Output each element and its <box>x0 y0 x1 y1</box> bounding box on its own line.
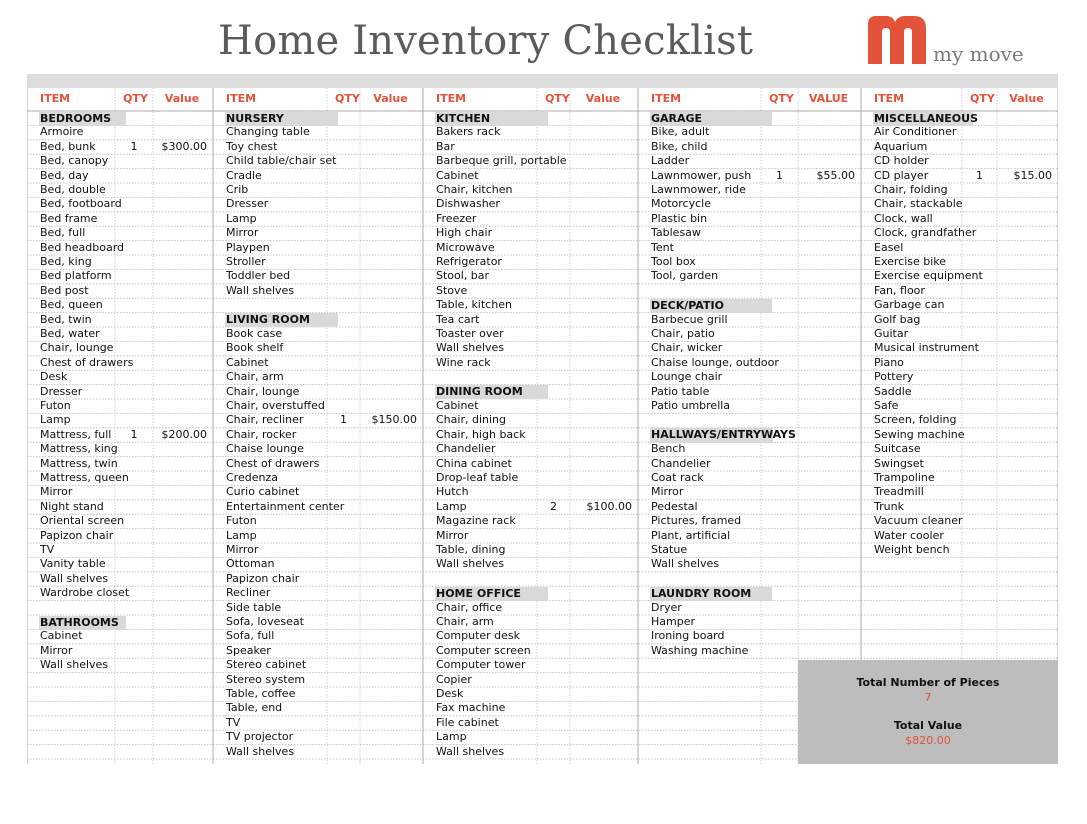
item-name: Mirror <box>40 643 73 657</box>
item-name: Oriental screen <box>40 514 125 528</box>
item-value: $100.00 <box>586 499 632 513</box>
item-header: ITEM <box>651 92 682 105</box>
item-name: Chair, recliner <box>226 413 304 427</box>
item-name: Dishwasher <box>436 197 500 211</box>
item-name: Barbecue grill <box>651 312 728 326</box>
section-heading: HALLWAYS/ENTRYWAYS <box>651 428 796 442</box>
item-name: Clock, wall <box>874 211 933 225</box>
item-name: Golf bag <box>874 312 921 326</box>
section-heading: BEDROOMS <box>39 112 126 126</box>
item-name: Child table/chair set <box>226 154 337 168</box>
item-name: Mattress, king <box>40 442 118 456</box>
item-name: Exercise bike <box>874 255 947 268</box>
item-name: Easel <box>874 240 904 254</box>
item-name: Pedestal <box>651 499 698 513</box>
total-value-label: Total Value <box>893 719 963 732</box>
item-header: ITEM <box>226 92 257 105</box>
item-name: Night stand <box>40 499 104 513</box>
item-name: Statue <box>651 543 688 556</box>
item-name: Wall shelves <box>40 658 109 672</box>
item-qty: 1 <box>340 413 347 427</box>
item-name: Desk <box>436 687 464 700</box>
section-heading: DECK/PATIO <box>650 299 772 313</box>
item-name: Tablesaw <box>651 226 701 240</box>
item-name: China cabinet <box>436 456 512 470</box>
item-name: Chair, stackable <box>874 197 963 211</box>
item-name: Papizon chair <box>40 528 114 542</box>
item-name: Chair, office <box>436 600 503 614</box>
logo-text: my move <box>933 42 1024 66</box>
item-name: Garbage can <box>874 298 945 312</box>
item-name: Table, kitchen <box>436 298 512 312</box>
item-name: Bench <box>651 442 686 456</box>
item-name: Armoire <box>40 125 84 139</box>
item-name: Drop-leaf table <box>436 471 519 484</box>
item-name: Wall shelves <box>436 744 505 758</box>
page-title: Home Inventory Checklist <box>218 18 754 64</box>
item-name: Bed post <box>40 283 89 297</box>
item-name: Plant, artificial <box>651 528 731 542</box>
item-name: Bed, king <box>40 255 92 268</box>
item-name: Plastic bin <box>651 211 708 225</box>
section-heading: NURSERY <box>225 112 338 126</box>
item-name: Tent <box>651 240 674 254</box>
item-name: Lawnmower, ride <box>651 183 746 196</box>
item-name: Barbeque grill, portable <box>436 154 567 168</box>
item-name: Ladder <box>651 154 690 168</box>
item-header: ITEM <box>874 92 905 105</box>
item-qty: 1 <box>130 427 138 441</box>
item-name: Aquarium <box>874 139 928 153</box>
qty-header: QTY <box>545 92 570 105</box>
item-name: Chair, high back <box>436 427 526 441</box>
item-name: Refrigerator <box>436 255 502 268</box>
item-name: Papizon chair <box>226 571 300 585</box>
item-name: Water cooler <box>874 528 944 542</box>
item-name: Bed, footboard <box>40 197 122 211</box>
item-name: Toaster over <box>436 327 504 340</box>
item-qty: 1 <box>776 168 783 182</box>
item-name: Vacuum cleaner <box>874 514 963 528</box>
item-name: Table, end <box>226 701 283 715</box>
item-name: Chaise lounge <box>226 442 304 456</box>
item-name: Computer tower <box>436 658 526 672</box>
item-name: Magazine rack <box>436 514 516 528</box>
item-name: Tool box <box>651 255 696 268</box>
item-name: Copier <box>436 672 472 686</box>
item-name: Fan, floor <box>874 283 925 297</box>
item-name: Fax machine <box>436 701 506 715</box>
item-name: Bed, day <box>40 168 89 182</box>
item-name: Chair, dining <box>436 413 506 427</box>
item-name: Patio table <box>651 384 710 398</box>
item-value: $200.00 <box>161 427 207 441</box>
item-name: Stroller <box>226 255 266 268</box>
value-header: VALUE <box>808 92 849 105</box>
item-name: Chair, lounge <box>40 341 114 355</box>
item-name: Bar <box>436 139 455 153</box>
item-name: Chandelier <box>651 456 711 470</box>
item-name: Trampoline <box>874 471 935 484</box>
item-name: Computer screen <box>436 643 531 657</box>
item-name: Table, coffee <box>226 687 296 700</box>
item-name: Chest of drawers <box>226 456 320 470</box>
item-name: Dresser <box>226 197 269 211</box>
item-name: Cabinet <box>436 168 479 182</box>
item-name: CD holder <box>874 154 929 168</box>
section-heading: HOME OFFICE <box>435 587 548 601</box>
item-name: Wall shelves <box>226 283 295 297</box>
total-pieces-value: 7 <box>924 691 932 704</box>
item-name: Wall shelves <box>436 557 505 571</box>
item-name: Pictures, framed <box>651 514 742 528</box>
item-name: Mattress, full <box>40 427 112 441</box>
item-name: Wall shelves <box>651 557 720 571</box>
item-name: Lamp <box>40 413 71 427</box>
value-header: Value <box>585 92 621 105</box>
item-name: Freezer <box>436 211 477 225</box>
item-name: Guitar <box>874 327 909 340</box>
item-name: Dryer <box>651 600 682 614</box>
section-heading: GARAGE <box>650 112 772 126</box>
item-name: Crib <box>226 183 249 196</box>
item-name: Stereo cabinet <box>226 658 307 672</box>
section-heading: KITCHEN <box>435 112 548 126</box>
item-name: Mattress, queen <box>40 471 129 484</box>
item-name: Safe <box>874 399 899 412</box>
item-name: Screen, folding <box>874 413 957 427</box>
item-name: Desk <box>40 370 68 384</box>
item-name: Suitcase <box>874 442 921 456</box>
item-header: ITEM <box>436 92 467 105</box>
item-name: Cradle <box>226 168 262 182</box>
item-name: Wall shelves <box>226 744 295 758</box>
item-name: Bed, bunk <box>40 139 96 153</box>
item-name: Entertainment center <box>226 499 345 513</box>
item-value: $55.00 <box>816 168 855 182</box>
item-name: Changing table <box>226 125 310 139</box>
item-name: Lamp <box>226 211 257 225</box>
item-name: Bed headboard <box>40 240 125 254</box>
item-name: Computer desk <box>436 629 521 643</box>
item-name: Exercise equipment <box>874 269 983 283</box>
item-name: Bakers rack <box>436 125 501 139</box>
item-name: Chair, lounge <box>226 384 300 398</box>
item-header: ITEM <box>40 92 71 105</box>
item-name: Book shelf <box>226 341 284 355</box>
item-name: Chair, arm <box>436 615 494 628</box>
item-value: $15.00 <box>1013 168 1052 182</box>
item-name: TV <box>226 715 241 729</box>
item-name: TV <box>40 543 55 556</box>
item-name: Chest of drawers <box>40 355 134 369</box>
item-name: Bed, water <box>40 327 100 340</box>
item-name: Chair, kitchen <box>436 183 513 196</box>
item-name: Tea cart <box>436 312 480 326</box>
item-name: Table, dining <box>436 543 506 556</box>
item-name: Playpen <box>226 240 270 254</box>
item-name: Lounge chair <box>651 370 723 384</box>
item-name: Mirror <box>226 543 259 556</box>
inventory-sheet <box>27 74 1058 764</box>
item-name: Washing machine <box>651 643 749 657</box>
item-name: Motorcycle <box>651 197 711 211</box>
item-name: Vanity table <box>40 557 106 571</box>
item-name: Stool, bar <box>436 269 490 283</box>
section-heading: LAUNDRY ROOM <box>650 587 772 601</box>
item-name: Bed, canopy <box>40 154 109 168</box>
item-name: Wall shelves <box>40 571 109 585</box>
item-name: Bike, adult <box>651 125 710 139</box>
item-name: Mirror <box>226 226 259 240</box>
item-name: Wine rack <box>436 355 491 369</box>
item-name: Treadmill <box>874 485 924 499</box>
item-name: Bed, queen <box>40 298 103 312</box>
item-name: TV projector <box>226 730 294 744</box>
item-name: Coat rack <box>651 471 704 484</box>
item-name: Bed, full <box>40 226 86 240</box>
item-name: Musical instrument <box>874 341 979 355</box>
item-name: Recliner <box>226 586 271 600</box>
item-name: Mirror <box>40 485 73 499</box>
section-heading: DINING ROOM <box>435 385 548 399</box>
item-name: Chair, arm <box>226 370 284 384</box>
item-name: Stereo system <box>226 672 306 686</box>
value-header: Value <box>164 92 200 105</box>
item-qty: 2 <box>550 499 557 513</box>
item-name: Chandelier <box>436 442 496 456</box>
item-name: Lawnmower, push <box>651 168 752 182</box>
item-name: Mattress, twin <box>40 456 118 470</box>
item-name: Chair, rocker <box>226 427 297 441</box>
item-name: Toddler bed <box>226 269 291 283</box>
item-name: Futon <box>40 399 71 412</box>
summary-panel <box>798 660 1058 764</box>
item-name: Chair, folding <box>874 183 948 196</box>
item-name: Lamp <box>226 528 257 542</box>
item-name: Pottery <box>874 370 914 384</box>
item-name: Wall shelves <box>436 341 505 355</box>
item-name: Swingset <box>874 456 924 470</box>
item-name: Hutch <box>436 485 469 499</box>
total-value-amount: $820.00 <box>905 734 951 747</box>
total-pieces-label: Total Number of Pieces <box>856 676 1000 689</box>
section-heading: LIVING ROOM <box>225 313 338 327</box>
item-name: Toy chest <box>226 139 278 153</box>
item-name: Stove <box>436 283 468 297</box>
qty-header: QTY <box>123 92 148 105</box>
item-name: Piano <box>874 355 904 369</box>
item-name: Tool, garden <box>651 269 719 283</box>
section-heading: MISCELLANEOUS <box>874 111 979 125</box>
item-value: $150.00 <box>371 413 417 427</box>
qty-header: QTY <box>970 92 995 105</box>
item-name: Speaker <box>226 643 271 657</box>
item-name: Clock, grandfather <box>874 226 977 240</box>
sheet-top-bar <box>27 74 1058 88</box>
item-name: Book case <box>226 327 283 340</box>
item-name: Saddle <box>874 384 912 398</box>
item-name: Chaise lounge, outdoor <box>651 355 779 369</box>
item-name: Patio umbrella <box>651 399 731 412</box>
item-name: CD player <box>874 168 929 182</box>
item-name: Chair, wicker <box>651 341 723 355</box>
item-name: Microwave <box>436 240 495 254</box>
item-name: Sofa, full <box>226 629 275 643</box>
item-name: Curio cabinet <box>226 485 300 499</box>
item-name: Bed, twin <box>40 312 92 326</box>
item-name: Lamp <box>436 730 467 744</box>
value-header: Value <box>1009 92 1044 105</box>
item-name: Bed frame <box>40 211 98 225</box>
item-value: $300.00 <box>161 139 207 153</box>
item-name: Bed, double <box>40 183 106 196</box>
item-name: Mirror <box>651 485 684 499</box>
item-qty: 1 <box>130 139 138 153</box>
item-name: Bed platform <box>40 269 112 283</box>
item-name: Chair, overstuffed <box>226 399 325 412</box>
item-name: Futon <box>226 514 257 528</box>
item-name: Hamper <box>651 615 695 628</box>
item-name: Dresser <box>40 384 83 398</box>
item-qty: 1 <box>976 168 983 182</box>
item-name: Air Conditioner <box>874 125 957 139</box>
item-name: Wardrobe closet <box>40 586 130 600</box>
item-name: Lamp <box>436 499 467 513</box>
item-name: Sofa, loveseat <box>226 615 304 628</box>
item-name: High chair <box>436 226 493 240</box>
item-name: Ironing board <box>651 629 725 643</box>
item-name: Weight bench <box>874 543 950 556</box>
item-name: Cabinet <box>436 399 479 412</box>
item-name: Sewing machine <box>874 427 965 441</box>
value-header: Value <box>373 92 408 105</box>
item-name: File cabinet <box>436 715 499 729</box>
item-name: Ottoman <box>226 557 275 571</box>
item-name: Credenza <box>226 471 278 484</box>
section-heading: BATHROOMS <box>39 616 126 630</box>
item-name: Side table <box>226 600 282 614</box>
qty-header: QTY <box>335 92 360 105</box>
item-name: Mirror <box>436 528 469 542</box>
item-name: Cabinet <box>226 355 269 369</box>
item-name: Trunk <box>874 499 904 513</box>
qty-header: QTY <box>769 92 794 105</box>
item-name: Chair, patio <box>651 327 715 340</box>
item-name: Bike, child <box>651 139 708 153</box>
item-name: Cabinet <box>40 629 83 643</box>
